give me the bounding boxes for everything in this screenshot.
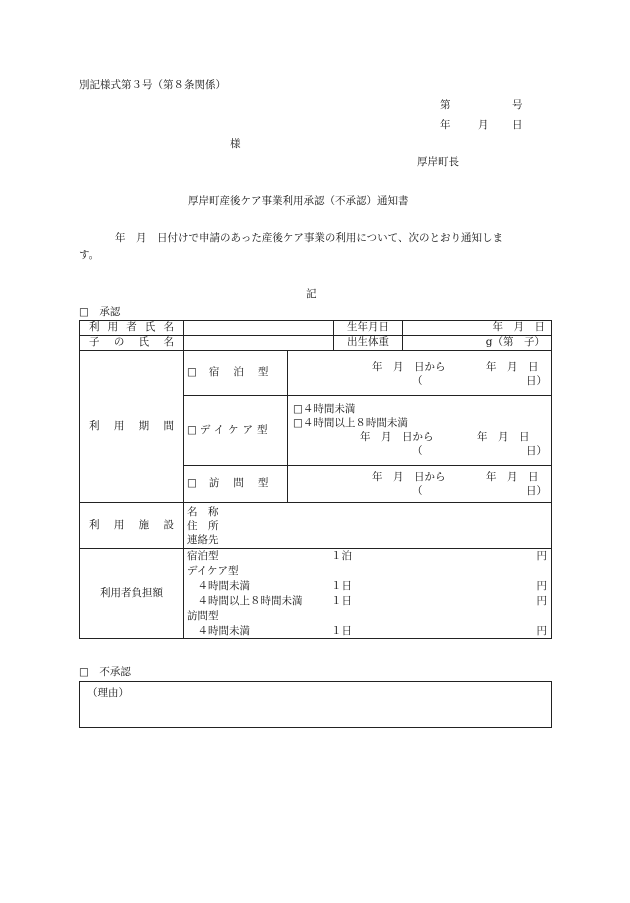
daycare-days-close: 日） (526, 445, 547, 457)
visit-from: 年 月 日から (372, 471, 446, 483)
child-name-label-cell (80, 336, 184, 351)
fee-detail-cell[interactable] (184, 549, 552, 639)
stay-period-cell[interactable] (288, 351, 552, 396)
fee-item (187, 580, 547, 595)
stay-type-label: 宿泊型 (208, 366, 283, 379)
visit-type-cell[interactable] (184, 466, 288, 503)
facility-label: 利 用 施 設 (89, 518, 174, 531)
period-row-stay (80, 351, 552, 396)
fee-item-yen (533, 565, 547, 580)
fee-item (187, 565, 547, 580)
period-label: 利 用 期 間 (89, 419, 174, 432)
visit-to: 年 月 日 (486, 471, 539, 483)
birth-weight-value[interactable]: g（第 子） (403, 336, 552, 351)
issuer: 厚岸町長 (417, 156, 459, 168)
daycare-type-label: デイケア型 (199, 423, 272, 436)
reason-label: （理由） (87, 687, 129, 699)
doc-number-suffix: 号 (512, 99, 523, 111)
ki-marker: 記 (306, 288, 317, 300)
fee-item (187, 550, 547, 565)
stay-checkbox[interactable]: □ (187, 366, 197, 379)
daycare-checkbox[interactable]: □ (187, 423, 197, 436)
body-line-2: す。 (79, 249, 100, 261)
fee-item-unit (331, 565, 533, 580)
fee-item-name: デイケア型 (187, 565, 239, 577)
visit-days-open: （ (412, 485, 423, 497)
daycare-type-cell[interactable] (184, 396, 288, 466)
facility-address-field: 住 所 (187, 519, 219, 532)
fee-item-yen: 円 (536, 550, 547, 562)
fee-item-unit: １日 (331, 625, 352, 637)
facility-label-cell (80, 503, 184, 549)
addressee-suffix: 様 (230, 138, 241, 150)
child-name-value[interactable] (184, 336, 334, 351)
doc-number-prefix: 第 (440, 99, 451, 111)
date-year: 年 (440, 119, 451, 131)
date-day: 日 (512, 119, 523, 131)
user-name-value[interactable] (184, 321, 334, 336)
stay-days-close: 日） (526, 375, 547, 387)
fee-item-name: ４時間未満 (187, 625, 250, 637)
user-name-row (80, 321, 552, 336)
approval-table (79, 320, 552, 639)
stay-to: 年 月 日 (486, 361, 539, 373)
visit-period-cell[interactable] (288, 466, 552, 503)
form-number: 別記様式第３号（第８条関係） (79, 79, 226, 91)
reason-box[interactable] (79, 681, 552, 728)
daycare-from: 年 月 日から (360, 431, 434, 443)
fee-item (187, 610, 547, 625)
fee-item-unit (331, 610, 533, 625)
fee-list (187, 550, 547, 639)
fee-item-name: 宿泊型 (187, 550, 219, 562)
daycare-to: 年 月 日 (477, 431, 530, 443)
visit-checkbox[interactable]: □ (187, 477, 197, 490)
fee-item-yen (533, 610, 547, 625)
document-title: 厚岸町産後ケア事業利用承認（不承認）通知書 (188, 195, 409, 207)
body-line-1: 年 月 日付けで申請のあった産後ケア事業の利用について、次のとおり通知しま (115, 232, 503, 244)
fee-item (187, 595, 547, 610)
fee-item (187, 625, 547, 639)
date-month: 月 (478, 119, 489, 131)
fee-item-name: ４時間以上８時間未満 (187, 595, 303, 607)
facility-row (80, 503, 552, 549)
child-name-row (80, 336, 552, 351)
user-name-label: 利 用 者 氏 名 (89, 321, 174, 334)
fee-item-unit: １日 (331, 595, 352, 607)
facility-value-cell[interactable] (184, 503, 552, 549)
fee-label: 利用者負担額 (80, 549, 184, 639)
fee-item-unit: １泊 (331, 550, 352, 562)
daycare-option-4to8[interactable]: □４時間以上８時間未満 (293, 417, 408, 429)
fee-item-yen: 円 (536, 580, 547, 592)
user-name-label-cell (80, 321, 184, 336)
facility-contact-field: 連絡先 (187, 533, 219, 546)
child-name-label: 子 の 氏 名 (89, 336, 174, 349)
daycare-option-under4[interactable]: □４時間未満 (293, 403, 356, 415)
birthdate-label: 生年月日 (334, 321, 403, 336)
fee-item-name: ４時間未満 (187, 580, 250, 592)
stay-type-cell[interactable] (184, 351, 288, 396)
not-approved-checkbox[interactable]: □ 不承認 (79, 666, 131, 678)
fee-item-unit: １日 (331, 580, 352, 592)
daycare-days-open: （ (412, 445, 423, 457)
fee-item-yen: 円 (536, 625, 547, 637)
daycare-period-cell[interactable] (288, 396, 552, 466)
fee-item-yen: 円 (536, 595, 547, 607)
birthdate-value[interactable]: 年 月 日 (403, 321, 552, 336)
birth-weight-label: 出生体重 (334, 336, 403, 351)
visit-type-label: 訪問型 (208, 477, 283, 490)
period-label-cell (80, 351, 184, 503)
visit-days-close: 日） (526, 485, 547, 497)
stay-days-open: （ (412, 375, 423, 387)
facility-name-field: 名 称 (187, 505, 219, 518)
fee-row (80, 549, 552, 639)
approved-checkbox[interactable]: □ 承認 (79, 306, 121, 318)
fee-item-name: 訪問型 (187, 610, 219, 622)
stay-from: 年 月 日から (372, 361, 446, 373)
